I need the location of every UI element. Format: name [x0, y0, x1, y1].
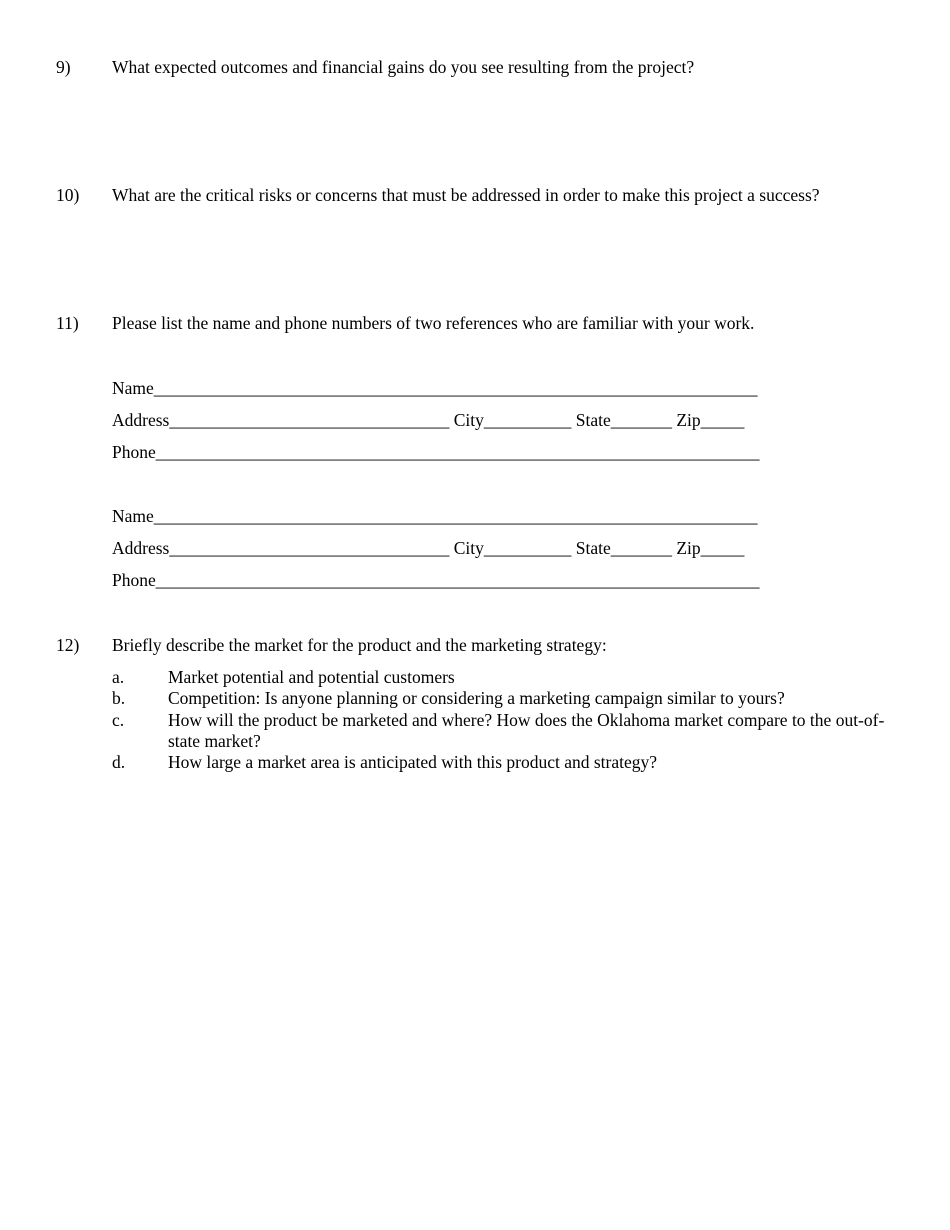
- reference-1-address-field[interactable]: Address________________________________ City__________ State_______ Zip_____: [112, 410, 745, 430]
- reference-2-address-field[interactable]: Address________________________________ City__________ State_______ Zip_____: [112, 538, 745, 558]
- reference-2-phone-field[interactable]: Phone_____________________________________________________________________: [112, 570, 760, 590]
- question-9-text: What expected outcomes and financial gains do you see resulting from the project?: [112, 57, 695, 77]
- question-10-number: 10): [56, 185, 80, 205]
- question-9-number: 9): [56, 57, 71, 77]
- reference-2-name-field[interactable]: Name_____________________________________________________________________: [112, 506, 758, 526]
- sub-item-letter: b.: [112, 688, 126, 708]
- question-10-text: What are the critical risks or concerns that must be addressed in order to make this project a success?: [112, 185, 820, 205]
- question-12-number: 12): [56, 635, 80, 655]
- sub-item-letter: d.: [112, 752, 126, 772]
- reference-1-name-field[interactable]: Name_____________________________________________________________________: [112, 378, 758, 398]
- reference-1-phone-field[interactable]: Phone_____________________________________________________________________: [112, 442, 760, 462]
- sub-item-letter: c.: [112, 710, 125, 730]
- sub-item-text: Competition: Is anyone planning or considering a marketing campaign similar to yours?: [168, 688, 785, 708]
- question-11-number: 11): [56, 313, 79, 333]
- question-12-text: Briefly describe the market for the product and the marketing strategy:: [112, 635, 607, 655]
- sub-item-text: How large a market area is anticipated with this product and strategy?: [168, 752, 658, 772]
- sub-item-text: How will the product be marketed and where? How does the Oklahoma market compare to the out-of-state market?: [168, 710, 885, 751]
- sub-item-letter: a.: [112, 667, 125, 687]
- sub-item-text: Market potential and potential customers: [168, 667, 455, 687]
- question-11-text: Please list the name and phone numbers of two references who are familiar with your work.: [112, 313, 755, 333]
